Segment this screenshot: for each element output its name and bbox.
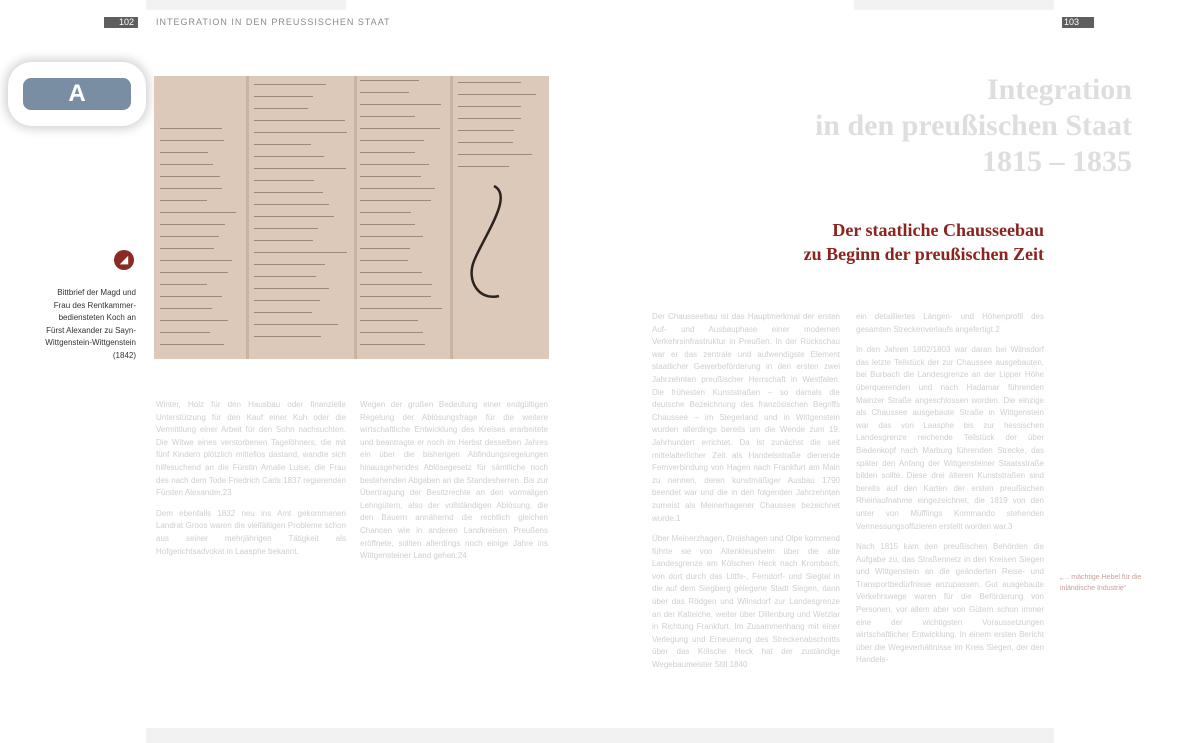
handwriting-stroke (160, 260, 232, 261)
chapter-title-line-2: in den preußischen Staat (814, 109, 1132, 142)
handwriting-stroke (160, 188, 222, 189)
section-title-line-2: zu Beginn der preußischen Zeit (803, 244, 1044, 264)
handwriting-stroke (254, 132, 347, 133)
chapter-title-line-3: 1815 – 1835 (982, 145, 1132, 178)
top-bar-right (854, 0, 1054, 10)
handwriting-stroke (160, 320, 228, 321)
paragraph: In den Jahren 1802/1803 war daran bei Wilnsdorf das letzte Teilstück der zur Chaussee ausgebauten, bei Burbach die Landesgrenze an der Lipper Höhe überquerenden und nach Hadamar führenden Mainzer Straße angeschlossen worden. Die einzige als Chaussee ausgebaute Straße in Wittgenstein war das von Laasphe bis zur hessischen Landesgrenze reichende Teilstück der über Biedenkopf nach Marburg führenden Strecke, das später den Anfang der Wittgensteiner Staatsstraße bilden sollte. Diese drei älteren Kunststraßen sind bereits auf den Karten der ersten preußischen Rheinaufnahme eingezeichnet, die 1819 von den unter von Müfflings Kommando stehenden Vermessungsoffizieren erstellt worden war.3 (856, 345, 1044, 531)
handwriting-stroke (254, 288, 329, 289)
handwriting-stroke (160, 272, 228, 273)
handwriting-stroke (160, 248, 214, 249)
handwriting-stroke (254, 144, 311, 145)
handwriting-stroke (360, 164, 429, 165)
chapter-badge-label: A (23, 78, 131, 110)
handwriting-stroke (254, 228, 318, 229)
handwriting-stroke (254, 204, 329, 205)
handwriting-stroke (360, 80, 419, 81)
text-column-4 (856, 311, 1044, 675)
handwriting-stroke (254, 300, 320, 301)
handwriting-stroke (360, 140, 424, 141)
handwriting-stroke (254, 264, 325, 265)
handwriting-stroke (254, 156, 324, 157)
paragraph: Über Meinerzhagen, Drolshagen und Olpe kommend führte sie von Altenkleusheim über die alte Landesgrenze am Kölschen Heck nach Krombach, von dort durch das Littfe-, Ferndorf- und Siegtal in die auf dem Siegberg gelegene Stadt Siegen, dann über das Rödgen und Wilnsdorf zur Landesgrenze an der Kalteiche, weiter über Dillenburg und Wetzlar in Richtung Frankfurt. Im Zusammenhang mit einer Verlegung und Erneuerung des Streckenabschnitts über das Kölsche Heck hat der zuständige Wegebaumeister Still 1840 (652, 534, 840, 670)
handwriting-stroke (254, 168, 346, 169)
text-column-1 (156, 399, 346, 566)
rss-icon[interactable]: ◢ (114, 250, 134, 270)
handwriting-stroke (360, 272, 422, 273)
paragraph: ein detailliertes Längen- und Höhenprofil des gesamten Streckenverlaufs angefertigt.2 (856, 312, 1044, 334)
handwriting-stroke (360, 236, 423, 237)
paragraph: Winter, Holz für den Hausbau oder finanzielle Unterstützung für den Kauf einer Kuh oder die Vermittlung einer Arbeit für den Sohn nachsuchten. Die Witwe eines verstorbenen Tagelöhners, die mit fünf Kindern plötzlich mittellos dastand, wandte sich hilfesuchend an die Fürstin Amalie Luise, die Frau des nach dem Tode Friedrich Carls 1837 regierenden Fürsten Alexander.23 (156, 400, 346, 498)
handwriting-stroke (254, 120, 345, 121)
handwriting-stroke (360, 296, 431, 297)
handwriting-stroke (360, 332, 423, 333)
chapter-title (760, 72, 1132, 180)
handwriting-stroke (360, 200, 431, 201)
figure-caption: Bittbrief der Magd und Frau des Rentkammer-bediensteten Koch an Fürst Alexander zu Sayn-Wittgenstein-Wittgenstein (1842) (45, 288, 136, 360)
handwriting-stroke (160, 200, 207, 201)
paragraph: Dem ebenfalls 1832 neu ins Amt gekommenen Landrat Groos waren die vielfältigen Probleme schon aus seiner mehrjährigen Tätigkeit als Hofgerichtsadvokat in Laasphe bekannt. (156, 508, 346, 556)
handwriting-stroke (360, 152, 415, 153)
top-bar-left (146, 0, 346, 10)
handwriting-stroke (458, 154, 532, 155)
section-title-line-1: Der staatliche Chausseebau (832, 220, 1044, 240)
handwriting-stroke (160, 308, 212, 309)
handwriting-stroke (458, 118, 521, 119)
handwriting-stroke (254, 252, 347, 253)
text-column-3 (652, 311, 840, 680)
handwriting-stroke (458, 94, 536, 95)
handwriting-stroke (360, 308, 442, 309)
page-number-right: 103 (1062, 17, 1094, 28)
paragraph: Wegen der großen Bedeutung einer endgültigen Regelung der Ablösungsfrage für die weitere wirtschaftliche Entwicklung des Kreises erarbeitete und beantragte er noch im Herbst desselben Jahres ein über die bisherigen Abfindungsregelungen hinausgehendes Ablösegesetz für sämtliche noch bestehenden Abgaben an die Standesherren. Bis zur Übertragung der Besitzrechte an den vormaligen Lehngütern, also der vollständigen Ablösung, die den Bauern annähernd die rechtlich gleichen Chancen wie in anderen Landkreisen Preußens eröffnete, sollten allerdings noch einige Jahre ins Wittgensteiner Land gehen.24 (360, 400, 548, 561)
handwriting-stroke (160, 212, 236, 213)
handwriting-stroke (458, 106, 521, 107)
handwriting-stroke (360, 188, 435, 189)
section-title (740, 218, 1044, 266)
handwriting-stroke (160, 344, 224, 345)
running-head: INTEGRATION IN DEN PREUSSISCHEN STAAT (156, 17, 391, 27)
handwriting-stroke (360, 260, 408, 261)
handwriting-stroke (360, 212, 411, 213)
handwriting-stroke (160, 332, 210, 333)
handwriting-stroke (254, 108, 308, 109)
handwriting-stroke (458, 82, 521, 83)
chapter-title-line-1: Integration (987, 73, 1132, 106)
handwriting-stroke (254, 324, 338, 325)
handwriting-stroke (160, 284, 207, 285)
handwriting-stroke (458, 130, 514, 131)
handwriting-stroke (458, 166, 509, 167)
page-number-left: 102 (104, 17, 138, 28)
handwriting-stroke (160, 296, 222, 297)
handwriting-stroke (254, 276, 316, 277)
handwriting-stroke (254, 312, 312, 313)
paragraph: Nach 1815 kam den preußischen Behörden die Aufgabe zu, das Straßennetz in den Kreisen Siegen und Wittgenstein an die geänderten Reise- und Transportbedürfnisse anzupassen. Gut ausgebaute Verkehrswege waren für die Beförderung von Personen, vor allem aber von Gütern schon immer eine der wichtigsten Voraussetzungen wirtschaftlicher Entwicklung. In einem ersten Bericht über die Wegeverhältnisse im Kreis Siegen, der den Handels- (856, 542, 1044, 665)
handwriting-stroke (160, 152, 208, 153)
handwriting-stroke (458, 142, 513, 143)
handwriting-stroke (360, 104, 441, 105)
handwriting-stroke (160, 236, 219, 237)
handwriting-stroke (254, 192, 323, 193)
handwriting-stroke (360, 284, 432, 285)
handwriting-stroke (160, 164, 213, 165)
handwriting-stroke (360, 224, 415, 225)
handwriting-stroke (254, 336, 321, 337)
margin-quote: „… mächtige Hebel für die inländische Industrie“ (1060, 574, 1142, 592)
handwriting-stroke (360, 320, 418, 321)
handwriting-stroke (360, 92, 409, 93)
manuscript-image (154, 76, 549, 359)
handwriting-stroke (254, 180, 314, 181)
handwriting-stroke (360, 176, 421, 177)
handwriting-stroke (254, 240, 313, 241)
paragraph: Der Chausseebau ist das Hauptmerkmal der ersten Auf- und Ausbauphase einer modernen Verkehrsinfrastruktur in Preußen. In der Rückschau war er das zentrale und aufwendigste Element staatlicher Gewerbeförderung in den ersten zwei Jahrzehnten preußischer Herrschaft in Westfalen. Die frühesten Kunststraßen – so damals die deutsche Bezeichnung des französischen Begriffs Chaussee – im Siegerland und in Wittgenstein wurden allerdings bereits um die Wende zum 19. Jahrhundert errichtet. Da ist zunächst die seit mittelalterlicher Zeit als Handelsstraße dienende Fernverbindung von Hagen nach Frankfurt am Main zu nennen, deren kunstmäßiger Ausbau 1790 beendet war und die in den folgenden Jahrzehnten zumeist als Meinerhagener Chaussee bezeichnet wurde.1 (652, 312, 840, 523)
chapter-badge[interactable] (8, 62, 146, 126)
bottom-bar (146, 728, 1054, 743)
handwriting-stroke (254, 96, 313, 97)
handwriting-stroke (160, 176, 220, 177)
handwriting-stroke (160, 140, 224, 141)
handwriting-stroke (360, 128, 440, 129)
handwriting-stroke (360, 116, 415, 117)
handwriting-stroke (254, 216, 334, 217)
handwriting-stroke (360, 248, 410, 249)
handwriting-stroke (254, 84, 326, 85)
handwriting-stroke (160, 128, 222, 129)
handwriting-stroke (160, 224, 225, 225)
handwriting-stroke (360, 344, 425, 345)
text-column-2 (360, 399, 548, 571)
